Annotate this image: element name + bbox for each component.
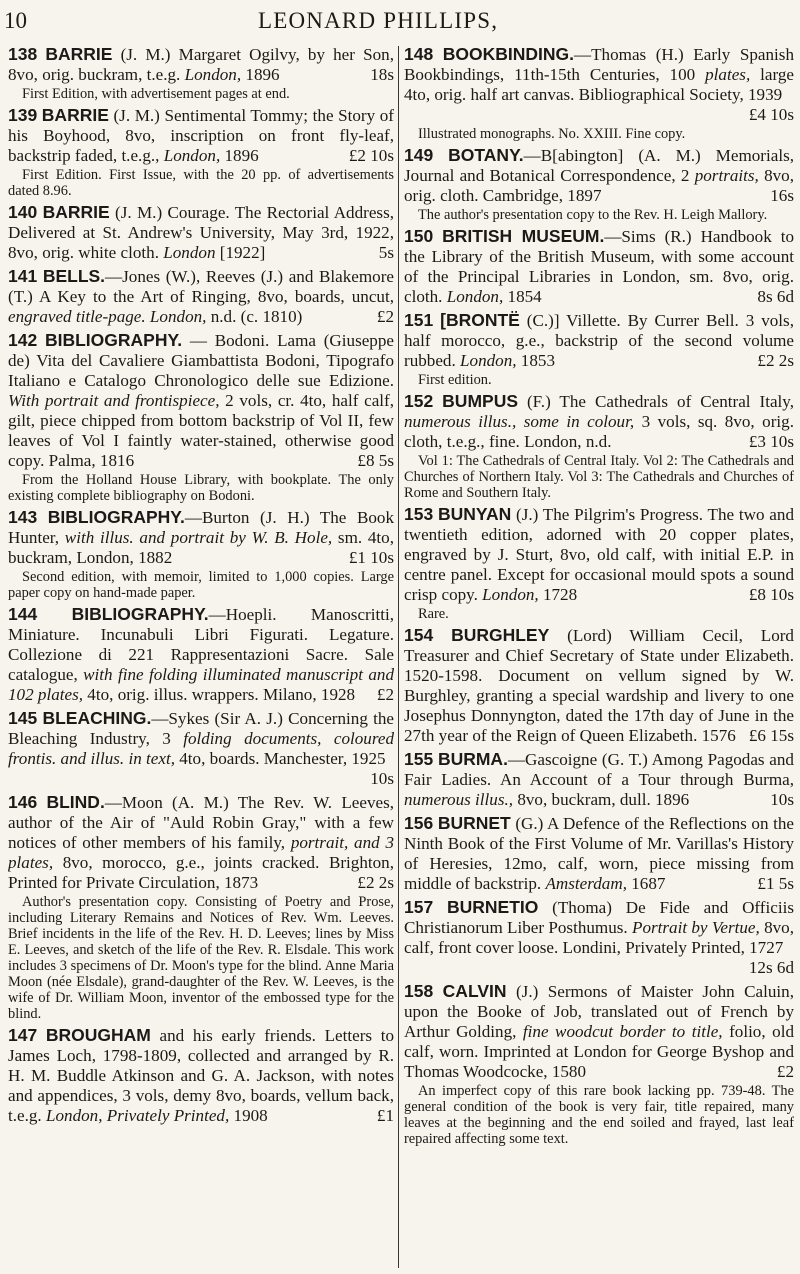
lot-number: 157 bbox=[404, 897, 434, 917]
lot-number: 139 bbox=[8, 105, 38, 125]
catalogue-entry bbox=[404, 897, 794, 978]
lot-note: First edition. bbox=[418, 372, 492, 388]
catalogue-entry bbox=[8, 202, 394, 263]
left-column bbox=[8, 44, 394, 1270]
lot-heading: BLEACHING. bbox=[42, 708, 152, 728]
entry-description bbox=[8, 105, 394, 166]
lot-note: First Edition. First Issue, with the 20 pp. of advertisements dated 8.96. bbox=[8, 167, 394, 199]
lot-text-cont: 1853 bbox=[516, 351, 555, 370]
lot-heading: BLIND. bbox=[46, 792, 105, 812]
entry-description bbox=[8, 266, 394, 327]
lot-note: The author's presentation copy to the Rev. H. Leigh Mallory. bbox=[418, 207, 768, 223]
lot-italic-text: London, bbox=[446, 287, 504, 306]
entry-description bbox=[8, 604, 394, 705]
lot-italic-text: Amsterdam, bbox=[545, 874, 627, 893]
lot-text: —Moon (A. M.) The Rev. W. Leeves, author of the Air of "Auld Robin Gray," with a few notices of other members of his family, bbox=[8, 793, 394, 852]
lot-text-cont: 8vo, morocco, g.e., joints cracked. Brighton, Printed for Private Circulation, 1873 bbox=[8, 853, 394, 892]
lot-heading: BOTANY. bbox=[448, 145, 524, 165]
lot-heading: BURNET bbox=[437, 813, 511, 833]
lot-price: £1 5s bbox=[757, 874, 794, 893]
entry-description bbox=[404, 749, 794, 810]
lot-heading: BURNETIO bbox=[446, 897, 539, 917]
entry-description bbox=[404, 813, 794, 894]
entry-description bbox=[404, 897, 794, 978]
lot-number: 146 bbox=[8, 792, 38, 812]
catalogue-entry bbox=[404, 310, 794, 388]
catalogue-entry bbox=[8, 604, 394, 705]
lot-text: and his early friends. Letters to James Loch, 1798-1809, collected and arranged by R. H. M. Buddle Atkinson and G. A. Jackson, with notes and appendices, 3 vols, demy 8vo, boards, vellum back, t.e.g. bbox=[8, 1026, 394, 1125]
lot-italic-text: numerous illus., bbox=[404, 790, 514, 809]
lot-italic-text: fine woodcut border to title, bbox=[522, 1022, 723, 1041]
lot-italic-text: London, bbox=[163, 146, 221, 165]
lot-text-cont: 3 vols, sq. 8vo, orig. cloth, t.e.g., fine. London, n.d. bbox=[404, 412, 794, 451]
lot-heading: BOOKBINDING. bbox=[442, 44, 575, 64]
entry-description bbox=[404, 310, 794, 371]
lot-text-cont: 1728 bbox=[538, 585, 578, 604]
lot-text: (J.) Sermons of Maister John Caluin, upon the Booke of Job, translated out of French by Arthur Golding, bbox=[404, 982, 794, 1041]
lot-text: —B[abington] (A. M.) Memorials, Journal and Botanical Correspondence, 2 bbox=[404, 146, 794, 185]
lot-number: 150 bbox=[404, 226, 434, 246]
lot-text: —Sims (R.) Handbook to the Library of the British Museum, with some account of the Principal Libraries in London, sm. 8vo, orig. cloth. bbox=[404, 227, 794, 306]
lot-number: 158 bbox=[404, 981, 434, 1001]
lot-price: 10s bbox=[770, 790, 794, 809]
lot-price: £2 2s bbox=[757, 351, 794, 370]
lot-text: (F.) The Cathedrals of Central Italy, bbox=[518, 392, 794, 411]
lot-number: 152 bbox=[404, 391, 434, 411]
entry-description bbox=[8, 708, 394, 789]
lot-text: —Burton (J. H.) The Book Hunter, bbox=[8, 508, 394, 547]
lot-number: 138 bbox=[8, 44, 38, 64]
lot-heading: BROUGHAM bbox=[45, 1025, 151, 1045]
catalogue-entry bbox=[8, 266, 394, 327]
lot-italic-text: London, bbox=[482, 585, 539, 604]
entry-description bbox=[8, 1025, 394, 1126]
lot-number: 142 bbox=[8, 330, 38, 350]
lot-text-cont: folio, old calf, worn. Imprinted at London for George Byshop and Thomas Woodcocke, 1580 bbox=[404, 1022, 794, 1081]
lot-text: (J. M.) Courage. The Rectorial Address, Delivered at St. Andrew's University, May 3rd, 1922, 8vo, orig. white cloth. bbox=[8, 203, 394, 262]
catalogue-entry bbox=[8, 105, 394, 199]
lot-heading: CALVIN bbox=[442, 981, 507, 1001]
catalogue-entry bbox=[404, 749, 794, 810]
lot-text-cont: 8vo, orig. cloth. Cambridge, 1897 bbox=[404, 166, 794, 205]
lot-price: £2 10s bbox=[348, 146, 394, 165]
catalogue-entry bbox=[404, 226, 794, 307]
entry-description bbox=[8, 792, 394, 893]
lot-price: 8s 6d bbox=[757, 287, 794, 306]
lot-text: (C.)] Villette. By Currer Bell. 3 vols, half morocco, g.e., backstrip of the second volume rubbed. bbox=[404, 311, 794, 370]
lot-italic-text: with fine folding illuminated manuscript and 102 plates, bbox=[8, 665, 394, 704]
lot-price: 5s bbox=[378, 243, 394, 262]
lot-number: 149 bbox=[404, 145, 434, 165]
lot-text-cont: sm. 4to, buckram, London, 1882 bbox=[8, 528, 394, 567]
lot-text: — Bodoni. Lama (Giuseppe de) Vita del Cavaliere Giambattista Bodoni, Tipografo Italiano e Catalogo Chronologico delle sue Edizione. bbox=[8, 331, 394, 390]
lot-number: 141 bbox=[8, 266, 38, 286]
lot-heading: BARRIE bbox=[42, 202, 110, 222]
catalogue-entry bbox=[8, 507, 394, 601]
lot-price: £4 10s bbox=[748, 105, 794, 124]
lot-number: 147 bbox=[8, 1025, 38, 1045]
lot-heading: BELLS. bbox=[42, 266, 106, 286]
lot-heading: BARRIE bbox=[41, 105, 109, 125]
entry-description bbox=[8, 44, 394, 85]
column-divider bbox=[398, 46, 399, 1268]
catalogue-entry bbox=[8, 330, 394, 504]
lot-number: 155 bbox=[404, 749, 434, 769]
lot-price: 18s bbox=[370, 65, 394, 84]
lot-italic-text: folding documents, coloured frontis. and illus. in text, bbox=[8, 729, 394, 768]
lot-text: —Gascoigne (G. T.) Among Pagodas and Fair Ladies. An Account of a Tour through Burma, bbox=[404, 750, 794, 789]
lot-text: (J.) The Pilgrim's Progress. The two and twentieth edition, adorned with 20 copper plates, engraved by J. Sturt, 8vo, old calf, with initial E.P. in centre panel. Except for occasional mould spots a sound crisp copy. bbox=[404, 505, 794, 604]
lot-text: (J. M.) Sentimental Tommy; the Story of his Boyhood, 8vo, inscription on front fly-leaf, backstrip faded, t.e.g., bbox=[8, 106, 394, 165]
lot-heading: BIBLIOGRAPHY. bbox=[71, 604, 209, 624]
lot-text: —Sykes (Sir A. J.) Concerning the Bleaching Industry, 3 bbox=[8, 709, 394, 748]
lot-note: An imperfect copy of this rare book lacking pp. 739-48. The general condition of the book is very fair, title repaired, many leaves at the beginning and the end soiled and frayed, last leaf repaired affecting some text. bbox=[404, 1083, 794, 1147]
lot-text-cont: 1854 bbox=[503, 287, 542, 306]
lot-italic-text: engraved title-page. London, bbox=[8, 307, 207, 326]
lot-note: Vol 1: The Cathedrals of Central Italy. Vol 2: The Cathedrals and Churches of Northern Italy. Vol 3: The Cathedrals and Churches of Rome and Southern Italy. bbox=[404, 453, 794, 501]
lot-heading: BRITISH MUSEUM. bbox=[442, 226, 605, 246]
page-number: 10 bbox=[4, 8, 27, 33]
entry-description bbox=[404, 625, 794, 746]
lot-italic-text: With portrait and frontispiece, bbox=[8, 391, 220, 410]
lot-price: £8 10s bbox=[748, 585, 794, 604]
lot-number: 151 bbox=[404, 310, 434, 330]
catalogue-entry bbox=[8, 792, 394, 1022]
lot-text-cont: 1896 bbox=[220, 146, 259, 165]
lot-heading: [BRONTË bbox=[440, 310, 520, 330]
lot-note: From the Holland House Library, with bookplate. The only existing complete bibliography on Bodoni. bbox=[8, 472, 394, 504]
catalogue-entry bbox=[404, 145, 794, 223]
lot-price: £1 bbox=[376, 1106, 394, 1125]
lot-price: £2 bbox=[776, 1062, 794, 1081]
lot-text-cont: 1908 bbox=[229, 1106, 268, 1125]
catalogue-entry bbox=[404, 504, 794, 622]
lot-number: 153 bbox=[404, 504, 434, 524]
lot-heading: BURGHLEY bbox=[451, 625, 550, 645]
lot-text-cont: 8vo, buckram, dull. 1896 bbox=[513, 790, 690, 809]
entry-description bbox=[8, 330, 394, 471]
lot-italic-text: portrait, and 3 plates, bbox=[8, 833, 394, 872]
lot-italic-text: London, Privately Printed, bbox=[45, 1106, 230, 1125]
lot-text-cont: 1687 bbox=[626, 874, 666, 893]
lot-italic-text: London, bbox=[460, 351, 517, 370]
lot-price: £3 10s bbox=[748, 432, 794, 451]
entry-description bbox=[404, 44, 794, 125]
lot-price: £1 10s bbox=[348, 548, 394, 567]
catalogue-entry bbox=[404, 981, 794, 1147]
lot-price: £2 2s bbox=[357, 873, 394, 892]
lot-note: First Edition, with advertisement pages at end. bbox=[22, 86, 290, 102]
lot-note: Second edition, with memoir, limited to 1,000 copies. Large paper copy on hand-made paper. bbox=[8, 569, 394, 601]
lot-text: —Jones (W.), Reeves (J.) and Blakemore (T.) A Key to the Art of Ringing, 8vo, boards, uncut, bbox=[8, 267, 394, 306]
lot-italic-text: London, bbox=[184, 65, 242, 84]
catalogue-entry bbox=[8, 708, 394, 789]
entry-description bbox=[404, 981, 794, 1082]
lot-heading: BURMA. bbox=[437, 749, 508, 769]
lot-text-cont: 4to, orig. illus. wrappers. Milano, 1928 bbox=[83, 685, 356, 704]
lot-italic-text: numerous illus., some in colour, bbox=[404, 412, 635, 431]
right-column bbox=[404, 44, 794, 1270]
lot-text-cont: 4to, boards. Manchester, 1925 bbox=[174, 749, 386, 768]
lot-italic-text: with illus. and portrait by W. B. Hole, bbox=[64, 528, 333, 547]
lot-text-cont: 2 vols, cr. 4to, half calf, gilt, piece chipped from bottom backstrip of Vol II, few leaves of Vol I faintly water-stained, otherwise good copy. Palma, 1816 bbox=[8, 391, 394, 470]
lot-number: 156 bbox=[404, 813, 434, 833]
lot-price: 10s bbox=[370, 769, 394, 788]
lot-heading: BUMPUS bbox=[442, 391, 519, 411]
running-title: LEONARD PHILLIPS, bbox=[258, 8, 499, 33]
lot-text: (Lord) William Cecil, Lord Treasurer and Chief Secretary of State under Elizabeth. 1520-1598. Document on vellum signed by W. Burghley, granting a special wardship and livery to one Josephus Donnyngton, dated the 17th day of June in the 27th year of the Reign of Queen Elizabeth. 1576 bbox=[404, 626, 794, 745]
lot-italic-text: London bbox=[163, 243, 216, 262]
catalogue-entry bbox=[404, 625, 794, 746]
lot-text: —Thomas (H.) Early Spanish Bookbindings, 11th-15th Centuries, 100 bbox=[404, 45, 794, 84]
page-header bbox=[0, 2, 800, 42]
lot-text-cont: 8vo, calf, front cover loose. Londini, Privately Printed, 1727 bbox=[404, 918, 794, 957]
entry-description bbox=[404, 504, 794, 605]
lot-price: £8 5s bbox=[357, 451, 394, 470]
catalogue-entry bbox=[404, 391, 794, 501]
lot-price: 16s bbox=[770, 186, 794, 205]
catalogue-entry bbox=[8, 44, 394, 102]
entry-description bbox=[404, 226, 794, 307]
lot-price: 12s 6d bbox=[748, 958, 794, 977]
entry-description bbox=[404, 391, 794, 452]
lot-price: £2 bbox=[376, 685, 394, 704]
lot-text-cont: large 4to, orig. half art canvas. Bibliographical Society, 1939 bbox=[404, 65, 794, 104]
lot-italic-text: portraits, bbox=[694, 166, 759, 185]
lot-number: 145 bbox=[8, 708, 38, 728]
lot-number: 143 bbox=[8, 507, 38, 527]
lot-heading: BUNYAN bbox=[437, 504, 512, 524]
lot-note: Illustrated monographs. No. XXIII. Fine copy. bbox=[418, 126, 686, 142]
lot-text-cont: n.d. (c. 1810) bbox=[206, 307, 303, 326]
lot-heading: BIBLIOGRAPHY. bbox=[47, 507, 185, 527]
lot-number: 140 bbox=[8, 202, 38, 222]
lot-italic-text: Portrait by Vertue, bbox=[632, 918, 760, 937]
lot-text: —Hoepli. Manoscritti, Miniature. Incunabuli Libri Figurati. Legature. Collezione di 221 Rappresentazioni Sacre. Sale catalogue, bbox=[8, 605, 394, 684]
lot-text: (Thoma) De Fide and Officiis Christianorum Liber Posthumus. bbox=[404, 898, 794, 937]
lot-price: £6 15s bbox=[748, 726, 794, 745]
lot-number: 154 bbox=[404, 625, 434, 645]
lot-note: Author's presentation copy. Consisting of Poetry and Prose, including Literary Remains and Notices of Rev. Wm. Leeves. Brief incidents in the life of the Rev. H. D. Leeves; lines by Miss E. Leeves, and sketch of the life of the Rev. R. Elsdale. This work includes 3 specimens of Dr. Moon's type for the blind. Anne Maria Moon (née Elsdale), grand-daughter of the Rev. W. Leeves, is the wife of Dr. William Moon, inventor of the embossed type for the blind. bbox=[8, 894, 394, 1022]
lot-heading: BIBLIOGRAPHY. bbox=[44, 330, 183, 350]
catalogue-entry bbox=[404, 44, 794, 142]
lot-text: (G.) A Defence of the Reflections on the Ninth Book of the First Volume of Mr. Varillas's History of Heresies, 12mo, calf, worn, piece missing from middle of backstrip. bbox=[404, 814, 794, 893]
entry-description bbox=[404, 145, 794, 206]
lot-text-cont: 1896 bbox=[241, 65, 280, 84]
lot-note: Rare. bbox=[418, 606, 449, 622]
entry-description bbox=[8, 202, 394, 263]
lot-italic-text: plates, bbox=[705, 65, 751, 84]
lot-heading: BARRIE bbox=[45, 44, 113, 64]
lot-number: 148 bbox=[404, 44, 434, 64]
catalogue-entry bbox=[8, 1025, 394, 1126]
entry-description bbox=[8, 507, 394, 568]
lot-text: (J. M.) Margaret Ogilvy, by her Son, 8vo, orig. buckram, t.e.g. bbox=[8, 45, 394, 84]
catalogue-entry bbox=[404, 813, 794, 894]
lot-text-cont: [1922] bbox=[215, 243, 266, 262]
lot-number: 144 bbox=[8, 604, 38, 624]
lot-price: £2 bbox=[376, 307, 394, 326]
